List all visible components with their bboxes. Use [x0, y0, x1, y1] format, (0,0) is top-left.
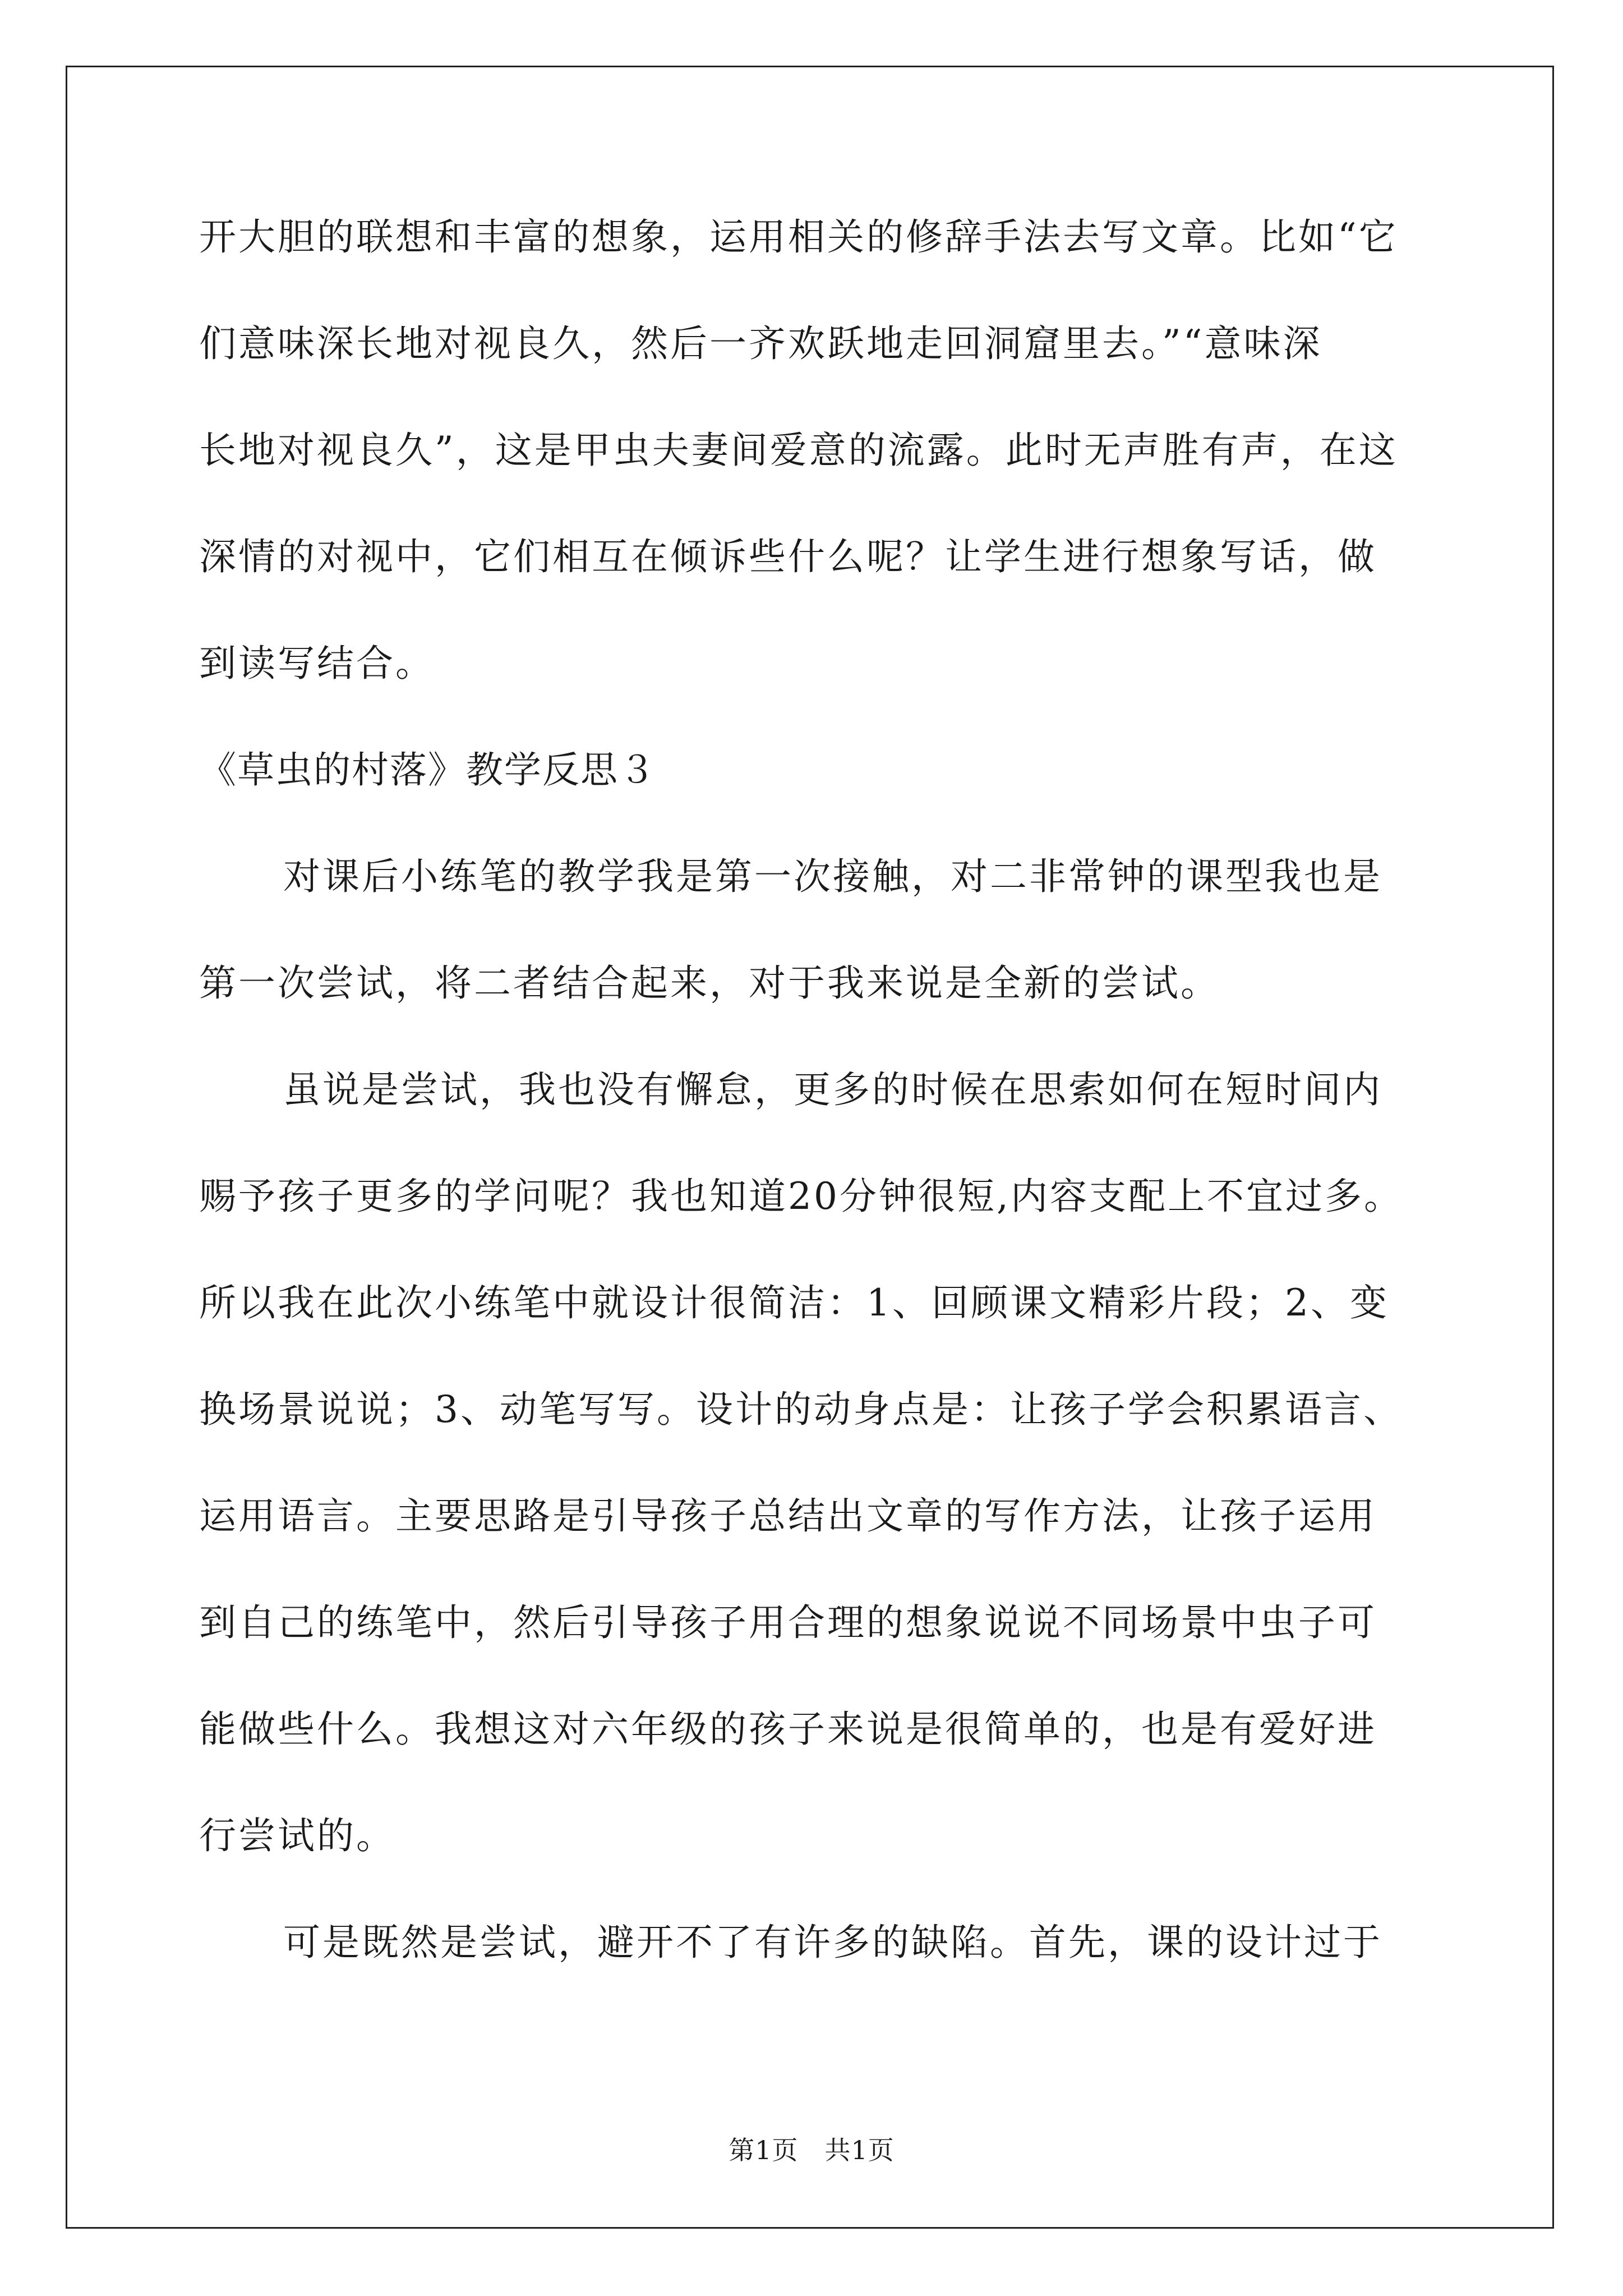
- body-text-line: 长地对视良久”，这是甲虫夫妻间爱意的流露。此时无声胜有声，在这: [199, 429, 1398, 472]
- document-body: [199, 215, 1433, 2031]
- body-text-line: 对课后小练笔的教学我是第一次接触，对二非常钟的课型我也是: [283, 855, 1382, 898]
- body-text-line: 所以我在此次小练笔中就设计很简洁：1、回顾课文精彩片段；2、变: [199, 1281, 1389, 1324]
- body-text-line: 到自己的练笔中，然后引导孩子用合理的想象说说不同场景中虫子可: [199, 1601, 1377, 1644]
- body-text-line: 虽说是尝试，我也没有懈怠，更多的时候在思索如何在短时间内: [283, 1068, 1382, 1111]
- body-text-line: 开大胆的联想和丰富的想象，运用相关的修辞手法去写文章。比如“它: [199, 215, 1398, 259]
- body-text-line: 赐予孩子更多的学问呢？我也知道20分钟很短,内容支配上不宜过多。: [199, 1175, 1403, 1218]
- body-text-line: 可是既然是尝试，避开不了有许多的缺陷。首先，课的设计过于: [283, 1921, 1382, 1964]
- body-text-line: 们意味深长地对视良久，然后一齐欢跃地走回洞窟里去。”“意味深: [199, 322, 1322, 365]
- page-number-footer: 第1页 共1页: [728, 2135, 895, 2165]
- body-text-line: 第一次尝试，将二者结合起来，对于我来说是全新的尝试。: [199, 961, 1220, 1005]
- body-text-line: 深情的对视中，它们相互在倾诉些什么呢？让学生进行想象写话，做: [199, 535, 1377, 578]
- body-text-line: 运用语言。主要思路是引导孩子总结出文章的写作方法，让孩子运用: [199, 1494, 1377, 1538]
- body-text-line: 换场景说说；3、动笔写写。设计的动身点是：让孩子学会积累语言、: [199, 1388, 1403, 1431]
- body-text-line: 到读写结合。: [199, 642, 435, 685]
- section-heading: 《草虫的村落》教学反思３: [199, 748, 657, 792]
- body-text-line: 行尝试的。: [199, 1814, 395, 1857]
- body-text-line: 能做些什么。我想这对六年级的孩子来说是很简单的，也是有爱好进: [199, 1708, 1377, 1751]
